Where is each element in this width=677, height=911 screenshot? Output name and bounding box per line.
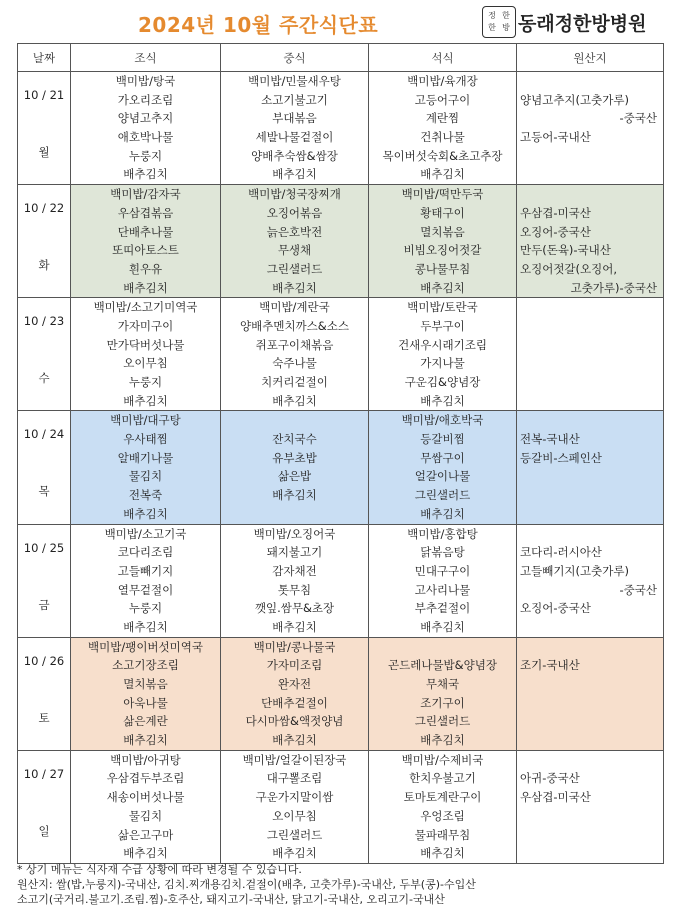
menu-item: 늙은호박전	[266, 224, 323, 239]
origin-line	[517, 467, 663, 486]
menu-item: 고들빼기지	[117, 563, 174, 578]
menu-item: 백미밥/팽이버섯미역국	[88, 639, 203, 654]
page-header	[0, 0, 677, 44]
dinner-cell	[369, 524, 517, 637]
origin-line: 우삼겹-미국산	[520, 205, 591, 220]
menu-item: 알배기나물	[117, 450, 174, 465]
menu-item: 단배추나물	[117, 224, 174, 239]
dinner-cell	[369, 637, 517, 750]
menu-item: 가오리조림	[117, 92, 174, 107]
origin-line: 오징어-중국산	[520, 224, 591, 239]
dinner-cell	[369, 72, 517, 185]
footnote-line: * 상기 메뉴는 식자재 수급 상황에 따라 변경될 수 있습니다.	[17, 863, 302, 876]
logo-text-top: 정한	[488, 11, 496, 32]
menu-item: 숙주나물	[272, 356, 317, 371]
date-cell	[18, 411, 71, 524]
weekday-label: 금	[38, 597, 50, 612]
menu-item: 돼지불고기	[266, 545, 323, 560]
menu-item: 깻잎.쌈무&초장	[254, 601, 335, 616]
menu-item: 배추김치	[420, 733, 465, 748]
menu-item: 고사리나물	[414, 582, 471, 597]
menu-item: 배추김치	[420, 506, 465, 521]
menu-item: 누룽지	[128, 375, 163, 389]
origin-line: 오징어젓갈(오징어,	[520, 261, 618, 276]
origin-line: 오징어-중국산	[520, 601, 591, 616]
page-title: 2024년 10월 주간식단표	[138, 13, 379, 37]
menu-item: 배추김치	[123, 619, 168, 634]
menu-item: 배추김치	[123, 846, 168, 861]
menu-item: 그린샐러드	[266, 261, 323, 276]
origin-line	[517, 147, 663, 166]
menu-item: 무쌈구이	[420, 450, 465, 465]
menu-item: 다시마쌈&액젓양념	[245, 714, 344, 729]
date-label: 10 / 21	[23, 88, 65, 102]
menu-item: 배추김치	[272, 393, 317, 408]
menu-item: 우사태찜	[123, 432, 168, 447]
menu-item: 그린샐러드	[414, 488, 471, 503]
menu-item: 백미밥/토란국	[407, 300, 478, 315]
table-row	[18, 750, 664, 863]
menu-item: 코다리조림	[117, 545, 174, 560]
menu-item: 누룽지	[128, 601, 163, 616]
hospital-logo	[482, 6, 516, 38]
table-row	[18, 298, 664, 411]
origin-cell	[517, 72, 664, 185]
menu-item: 양념고추지	[117, 111, 174, 126]
menu-item: 배추김치	[123, 167, 168, 182]
origin-cell	[517, 411, 664, 524]
menu-item: 배추김치	[272, 167, 317, 182]
origin-line	[517, 298, 663, 317]
menu-item: 백미밥/민물새우탕	[248, 74, 341, 88]
menu-item: 백미밥/홍합탕	[407, 526, 478, 541]
menu-item: 그린샐러드	[414, 714, 471, 729]
origin-line	[517, 165, 663, 184]
origin-line	[517, 675, 663, 694]
origin-line	[517, 826, 663, 845]
menu-item: 배추김치	[272, 619, 317, 634]
menu-item: 가지나물	[420, 356, 465, 371]
menu-item: 부추겉절이	[414, 601, 471, 616]
menu-item: 양배추멘치까스&소스	[240, 318, 349, 333]
origin-cell	[517, 298, 664, 411]
menu-item: 치커리겉절이	[261, 375, 328, 389]
weekday-label: 토	[38, 710, 50, 725]
menu-item: 배추김치	[272, 846, 317, 861]
origin-line: 고등어-국내산	[520, 130, 591, 145]
menu-item: 곤드레나물밥&양념장	[388, 658, 497, 673]
menu-item: 애호박나물	[117, 130, 174, 145]
origin-line: 등갈비-스페인산	[520, 450, 602, 465]
menu-item: 유부초밥	[272, 450, 317, 465]
origin-line	[517, 638, 663, 657]
origin-line	[517, 336, 663, 355]
origin-line	[517, 712, 663, 731]
weekday-label: 월	[38, 145, 50, 159]
menu-item: 배추김치	[272, 488, 317, 503]
dinner-cell	[369, 185, 517, 298]
menu-item: 토마토계란구이	[403, 790, 482, 805]
origin-line	[517, 807, 663, 826]
menu-item: 오징어볶음	[266, 205, 323, 220]
menu-item: 목이버섯숙회&초고추장	[382, 148, 503, 163]
lunch-cell	[221, 298, 369, 411]
menu-item: 전복죽	[128, 488, 163, 503]
date-label: 10 / 25	[23, 540, 65, 555]
menu-item: 소고기장조림	[112, 658, 179, 673]
menu-item: 배추김치	[123, 733, 168, 748]
menu-item: 백미밥/소고기국	[104, 526, 187, 541]
origin-line: 만두(돈육)-국내산	[520, 243, 611, 258]
origin-cell	[517, 637, 664, 750]
menu-item: 배추김치	[420, 167, 465, 182]
menu-item: 삶은밥	[277, 469, 312, 484]
menu-item: 백미밥/수제비국	[401, 752, 484, 767]
menu-item: 배추김치	[420, 393, 465, 408]
menu-item	[369, 638, 516, 657]
breakfast-cell	[71, 637, 221, 750]
breakfast-cell	[71, 750, 221, 863]
date-cell	[18, 637, 71, 750]
date-cell	[18, 524, 71, 637]
table-header-row	[18, 44, 664, 72]
dinner-cell	[369, 411, 517, 524]
menu-item: 배추김치	[123, 393, 168, 408]
menu-item: 멸치볶음	[123, 677, 168, 691]
breakfast-cell	[71, 411, 221, 524]
menu-item: 백미밥/청국장찌개	[248, 187, 341, 202]
lunch-cell	[221, 185, 369, 298]
menu-item: 우삼겹볶음	[117, 205, 174, 220]
origin-line	[517, 618, 663, 637]
column-header-lunch: 중식	[221, 44, 369, 72]
menu-item: 건새우시래기조림	[398, 337, 487, 352]
origin-line	[517, 525, 663, 544]
origin-line	[517, 185, 663, 204]
date-label: 10 / 22	[23, 201, 65, 216]
menu-item: 백미밥/계란국	[259, 300, 330, 315]
menu-item: 배추김치	[123, 506, 168, 521]
menu-item: 황태구이	[420, 205, 465, 220]
footnotes	[17, 862, 667, 907]
lunch-cell	[221, 524, 369, 637]
menu-item: 멸치볶음	[420, 224, 465, 239]
origin-line	[517, 392, 663, 411]
menu-item: 흰우유	[128, 261, 163, 276]
menu-item: 백미밥/감자국	[110, 187, 181, 202]
menu-item: 배추김치	[123, 280, 168, 295]
menu-item	[221, 411, 368, 430]
date-label: 10 / 23	[23, 314, 65, 329]
table-row	[18, 637, 664, 750]
table-body	[18, 72, 664, 864]
breakfast-cell	[71, 185, 221, 298]
origin-line	[517, 694, 663, 713]
menu-item: 비빔오징어젓갈	[403, 243, 482, 258]
column-header-dinner: 석식	[369, 44, 517, 72]
origin-line: 전복-국내산	[520, 432, 580, 447]
breakfast-cell	[71, 72, 221, 185]
origin-line	[517, 751, 663, 770]
menu-item: 배추김치	[272, 280, 317, 295]
logo-text-bottom: 한방	[502, 11, 510, 32]
table-row	[18, 185, 664, 298]
breakfast-cell	[71, 298, 221, 411]
menu-item: 무생채	[277, 243, 312, 258]
origin-line: -중국산	[619, 111, 657, 126]
footnote-line: 소고기(국거리.불고기.조림.찜)-호주산, 돼지고기-국내산, 닭고기-국내산, 오리고기-국내산	[17, 893, 445, 906]
lunch-cell	[221, 411, 369, 524]
column-header-breakfast: 조식	[71, 44, 221, 72]
origin-line: 우삼겹-미국산	[520, 790, 591, 805]
origin-line	[517, 317, 663, 336]
menu-item: 물파래무침	[414, 827, 471, 842]
menu-item: 계란찜	[425, 111, 460, 126]
menu-item: 백미밥/아귀탕	[110, 752, 181, 767]
dinner-cell	[369, 298, 517, 411]
menu-item: 백미밥/얼갈이된장국	[242, 752, 347, 767]
menu-item: 닭볶음탕	[420, 545, 465, 560]
column-header-date: 날짜	[18, 44, 71, 72]
origin-line	[517, 486, 663, 505]
menu-item: 삶은고구마	[117, 827, 174, 842]
menu-item: 가자미구이	[117, 318, 174, 333]
menu-item: 한치우불고기	[409, 771, 476, 786]
menu-item: 톳무침	[277, 582, 312, 597]
menu-item: 쥐포구이채볶음	[255, 337, 334, 352]
date-cell	[18, 185, 71, 298]
menu-item: 고등어구이	[414, 92, 471, 107]
menu-item: 대구뽈조림	[266, 771, 323, 786]
menu-item: 배추김치	[420, 846, 465, 861]
menu-item: 조기구이	[420, 695, 465, 710]
menu-item: 만가닥버섯나물	[106, 337, 185, 352]
menu-item: 잔치국수	[272, 432, 317, 447]
menu-item: 우삼겹두부조림	[106, 771, 185, 786]
menu-item: 백미밥/애호박국	[401, 413, 484, 428]
origin-line: 아귀-중국산	[520, 771, 580, 786]
menu-item: 백미밥/탕국	[115, 74, 176, 88]
weekday-label: 수	[38, 371, 50, 386]
date-cell	[18, 750, 71, 863]
lunch-cell	[221, 72, 369, 185]
table-row	[18, 411, 664, 524]
origin-cell	[517, 185, 664, 298]
dinner-cell	[369, 750, 517, 863]
origin-line: 고춧가루)-중국산	[570, 280, 657, 295]
menu-item: 건취나물	[420, 130, 465, 145]
origin-cell	[517, 524, 664, 637]
date-label: 10 / 24	[23, 427, 65, 442]
menu-item: 소고기불고기	[261, 92, 328, 107]
menu-item: 백미밥/대구탕	[110, 413, 181, 428]
menu-item: 물김치	[128, 469, 163, 484]
menu-item: 무채국	[425, 677, 460, 691]
menu-item: 구운가지말이쌈	[255, 790, 334, 805]
menu-item: 얼갈이나물	[414, 469, 471, 484]
origin-line: 고들빼기지(고춧가루)	[520, 563, 629, 578]
menu-item: 콩나물무침	[414, 261, 471, 276]
origin-line: 조기-국내산	[520, 658, 580, 673]
lunch-cell	[221, 750, 369, 863]
menu-item: 세발나물겉절이	[255, 130, 334, 145]
menu-item: 백미밥/육개장	[407, 74, 478, 88]
menu-item: 등갈비찜	[420, 432, 465, 447]
date-label: 10 / 27	[23, 766, 65, 781]
menu-item: 완자전	[277, 677, 312, 691]
origin-line: 코다리-러시아산	[520, 545, 602, 560]
lunch-cell	[221, 637, 369, 750]
table-row	[18, 524, 664, 637]
menu-item: 백미밥/떡만두국	[401, 187, 484, 202]
menu-item: 오이무침	[123, 356, 168, 371]
menu-item: 배추김치	[420, 280, 465, 295]
origin-line	[517, 373, 663, 392]
menu-item: 누룽지	[128, 148, 163, 163]
menu-item: 양배추숙쌈&쌈장	[251, 148, 338, 163]
date-cell	[18, 298, 71, 411]
breakfast-cell	[71, 524, 221, 637]
origin-line	[517, 731, 663, 750]
menu-item: 물김치	[128, 808, 163, 823]
menu-item: 백미밥/오징어국	[253, 526, 336, 541]
menu-item: 부대볶음	[272, 111, 317, 126]
menu-item: 열무겉절이	[117, 582, 174, 597]
origin-line: 양념고추지(고춧가루)	[520, 92, 629, 107]
weekday-label: 일	[38, 823, 50, 838]
menu-item: 배추김치	[420, 619, 465, 634]
origin-line	[517, 354, 663, 373]
date-label: 10 / 26	[23, 653, 65, 668]
table-row	[18, 72, 664, 185]
weekday-label: 목	[38, 484, 50, 499]
column-header-origin: 원산지	[517, 44, 664, 72]
date-cell	[18, 72, 71, 185]
origin-line	[517, 411, 663, 430]
menu-item: 백미밥/소고기미역국	[93, 300, 198, 315]
menu-item	[221, 505, 368, 524]
origin-cell	[517, 750, 664, 863]
menu-item: 삶은계란	[123, 714, 168, 729]
footnote-line: 원산지: 쌀(밥,누룽지)-국내산, 김치.찌개용김치.겉절이(배추, 고춧가루)-국내산, 두부(콩)-수입산	[17, 878, 476, 891]
menu-item: 민대구구이	[414, 563, 471, 578]
menu-item: 두부구이	[420, 318, 465, 333]
origin-line	[517, 72, 663, 91]
origin-line: -중국산	[619, 582, 657, 597]
origin-line	[517, 505, 663, 524]
menu-item: 단배추겉절이	[261, 695, 328, 710]
menu-item: 가자미조림	[266, 658, 323, 673]
menu-item: 그린샐러드	[266, 827, 323, 842]
menu-item: 새송이버섯나물	[106, 790, 185, 805]
menu-item: 배추김치	[272, 733, 317, 748]
menu-item: 구운김&양념장	[404, 375, 481, 389]
menu-item: 우엉조림	[420, 808, 465, 823]
weekday-label: 화	[38, 258, 50, 273]
menu-item: 아욱나물	[123, 695, 168, 710]
menu-item: 오이무침	[272, 808, 317, 823]
origin-line	[517, 844, 663, 863]
menu-item: 백미밥/콩나물국	[253, 639, 336, 654]
hospital-name: 동래정한방병원	[518, 13, 647, 35]
menu-item: 감자채전	[272, 563, 317, 578]
weekly-menu-table	[17, 43, 664, 864]
menu-item: 또띠아토스트	[112, 243, 179, 258]
